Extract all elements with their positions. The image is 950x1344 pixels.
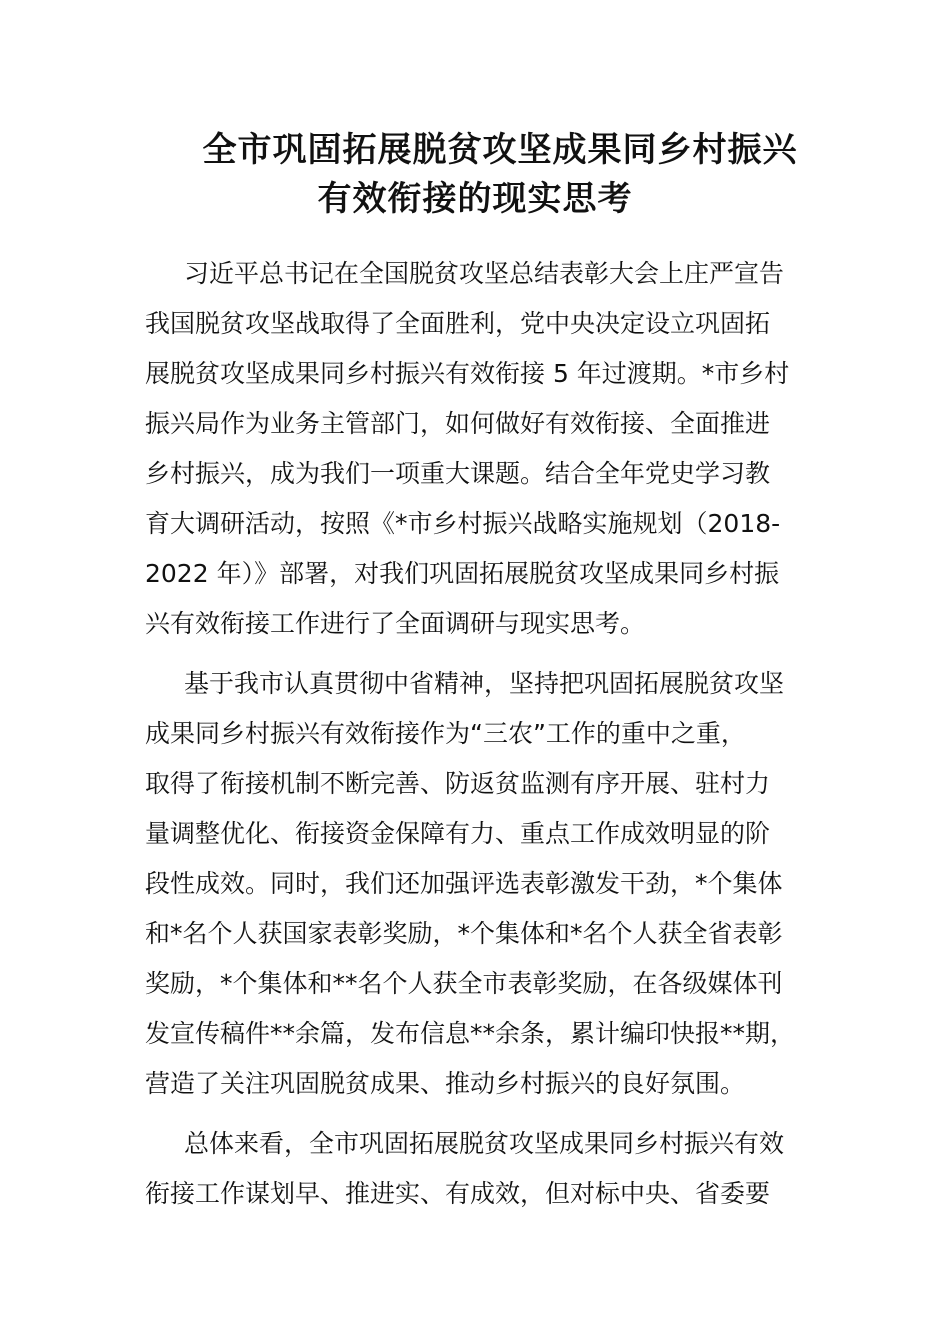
paragraph-line: 振兴局作为业务主管部门，如何做好有效衔接、全面推进 <box>145 409 771 438</box>
paragraph-line: 我国脱贫攻坚战取得了全面胜利，党中央决定设立巩固拓 <box>145 309 771 338</box>
document-title-line-2: 有效衔接的现实思考 <box>317 179 633 219</box>
paragraph-line: 乡村振兴，成为我们一项重大课题。结合全年党史学习教 <box>145 459 771 488</box>
paragraph-line: 基于我市认真贯彻中省精神，坚持把巩固拓展脱贫攻坚 <box>184 669 785 698</box>
paragraph-line: 习近平总书记在全国脱贫攻坚总结表彰大会上庄严宣告 <box>184 259 785 288</box>
paragraph-line: 总体来看，全市巩固拓展脱贫攻坚成果同乡村振兴有效 <box>184 1129 785 1158</box>
paragraph-line: 兴有效衔接工作进行了全面调研与现实思考。 <box>145 609 646 638</box>
paragraph-line: 2022 年）》部署，对我们巩固拓展脱贫攻坚成果同乡村振 <box>145 559 780 588</box>
paragraph-line: 育大调研活动，按照《*市乡村振兴战略实施规划（2018- <box>145 509 781 538</box>
paragraph-line: 营造了关注巩固脱贫成果、推动乡村振兴的良好氛围。 <box>145 1069 746 1098</box>
paragraph-line: 展脱贫攻坚成果同乡村振兴有效衔接 5 年过渡期。*市乡村 <box>145 359 790 388</box>
paragraph-line: 成果同乡村振兴有效衔接作为“三农”工作的重中之重， <box>145 719 746 748</box>
document-title-line-1: 全市巩固拓展脱贫攻坚成果同乡村振兴 <box>202 130 798 170</box>
paragraph-line: 衔接工作谋划早、推进实、有成效，但对标中央、省委要 <box>145 1179 771 1208</box>
paragraph-line: 量调整优化、衔接资金保障有力、重点工作成效明显的阶 <box>145 819 771 848</box>
paragraph-line: 奖励，*个集体和**名个人获全市表彰奖励，在各级媒体刊 <box>145 969 783 998</box>
paragraph-line: 和*名个人获国家表彰奖励，*个集体和*名个人获全省表彰 <box>145 919 783 948</box>
paragraph-line: 取得了衔接机制不断完善、防返贫监测有序开展、驻村力 <box>145 769 771 798</box>
paragraph-line: 发宣传稿件**余篇，发布信息**余条，累计编印快报**期， <box>145 1019 796 1048</box>
paragraph-line: 段性成效。同时，我们还加强评选表彰激发干劲，*个集体 <box>145 869 783 898</box>
